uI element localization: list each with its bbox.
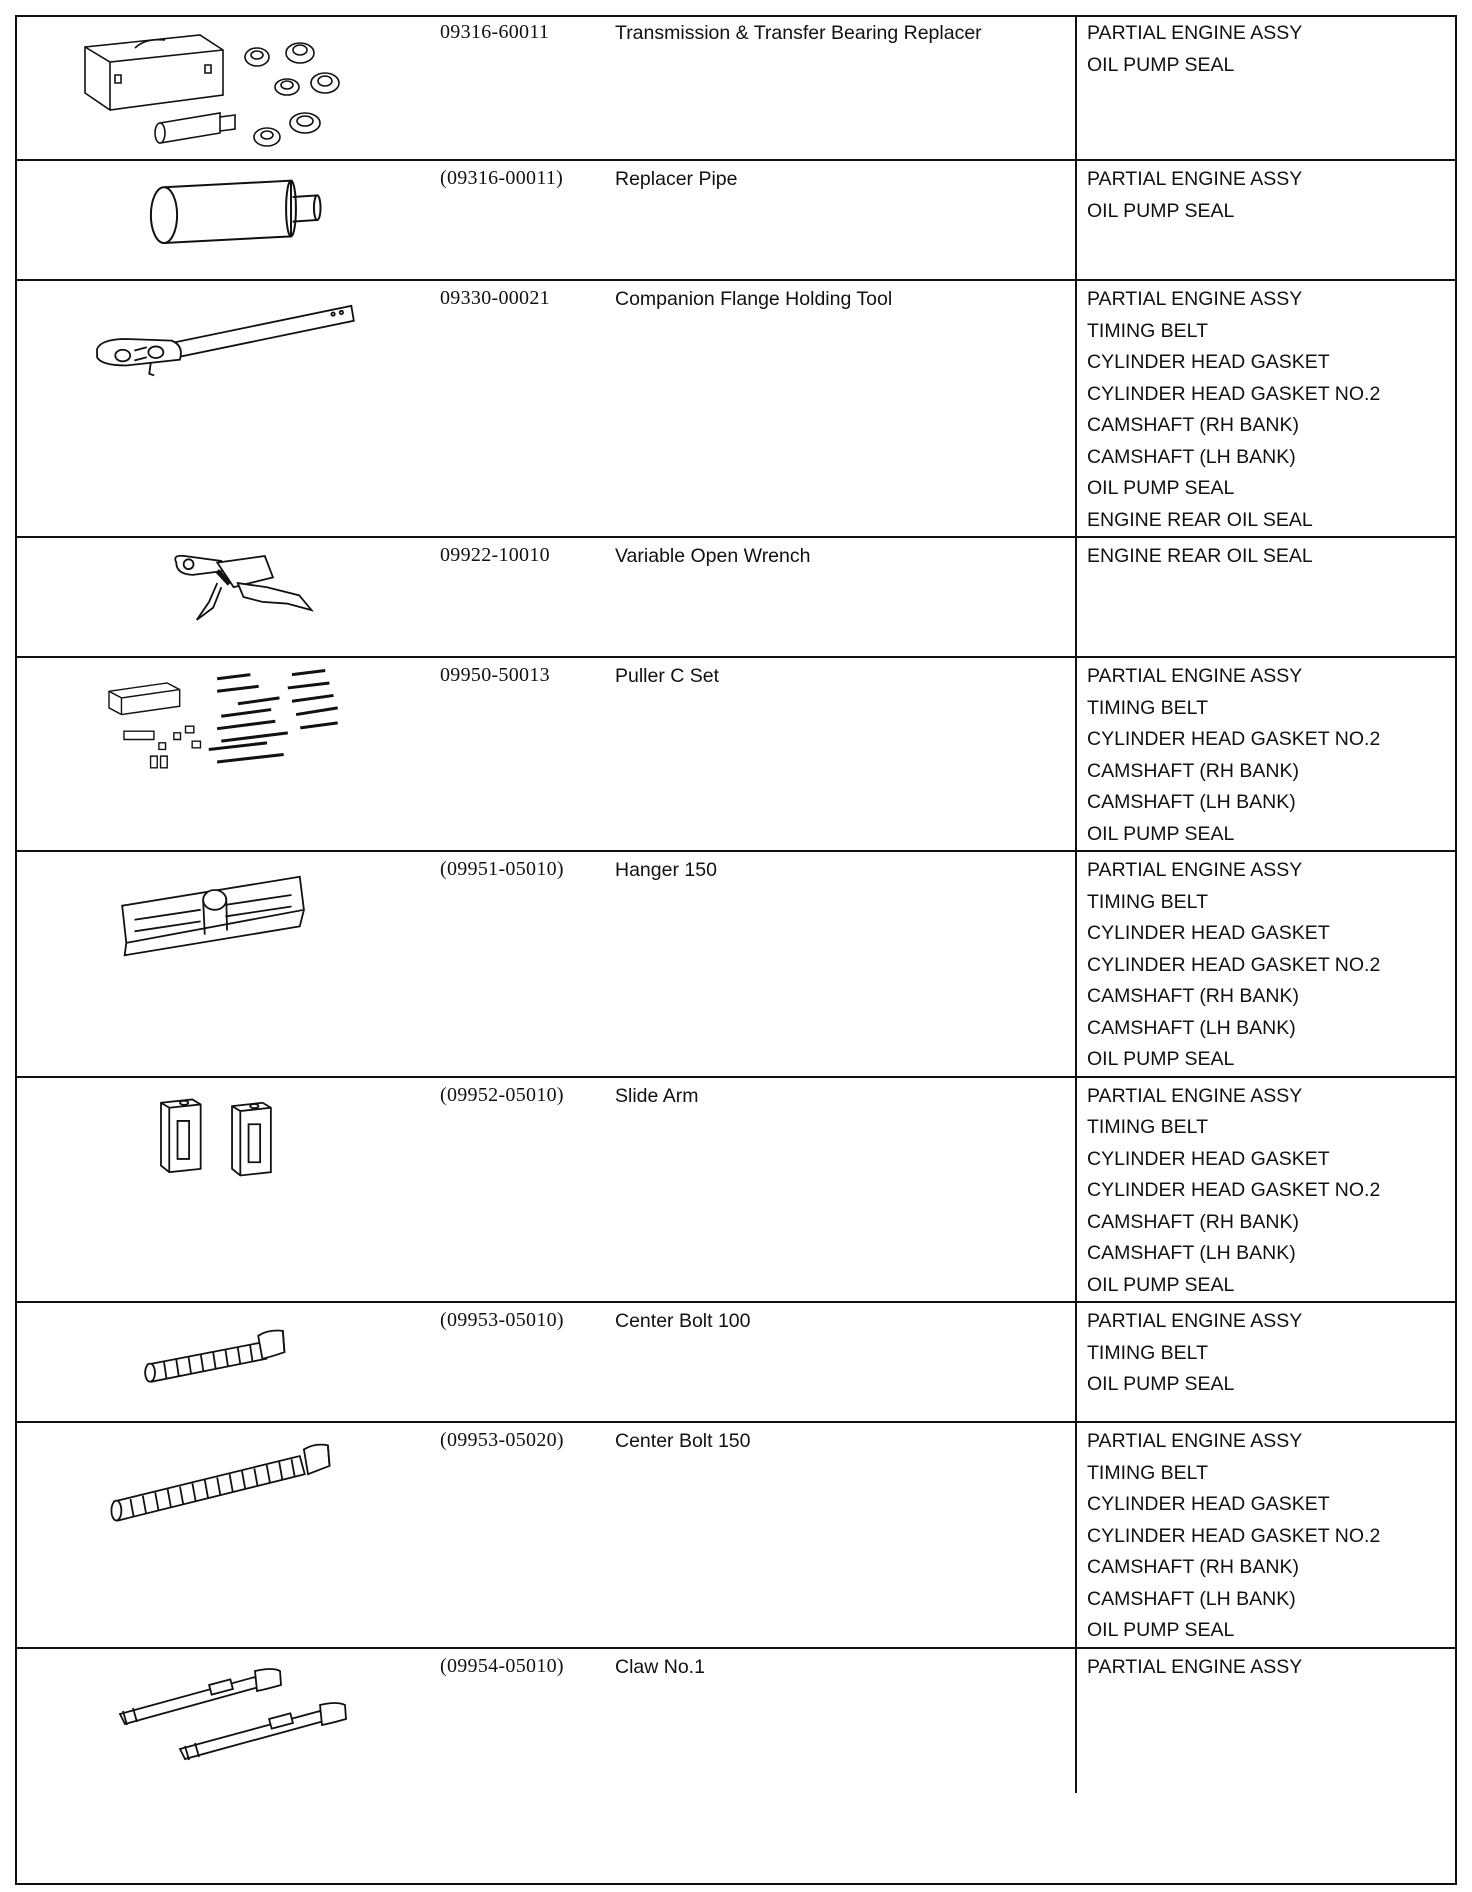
slide-arm-icon: [15, 1078, 440, 1268]
application-item: OIL PUMP SEAL: [1087, 477, 1235, 499]
application-list: [1076, 280, 1457, 537]
part-number: (09952-05010): [440, 1083, 564, 1106]
application-item: CAMSHAFT (RH BANK): [1087, 759, 1299, 782]
tool-name: Transmission & Transfer Bearing Replacer: [615, 22, 982, 44]
application-item: CYLINDER HEAD GASKET NO.2: [1087, 1524, 1381, 1547]
application-list: [1076, 851, 1457, 1077]
application-item: PARTIAL ENGINE ASSY: [1087, 22, 1303, 44]
tool-illustration-cell: [15, 537, 440, 657]
application-item: CYLINDER HEAD GASKET: [1087, 1147, 1330, 1170]
center-bolt-100-icon: [15, 1303, 440, 1421]
application-list: [1076, 1077, 1457, 1303]
application-item: PARTIAL ENGINE ASSY: [1087, 1430, 1303, 1452]
application-item: OIL PUMP SEAL: [1087, 1619, 1235, 1641]
table-row: [15, 280, 1457, 537]
application-item: CAMSHAFT (RH BANK): [1087, 1556, 1299, 1578]
application-item: PARTIAL ENGINE ASSY: [1087, 1310, 1303, 1332]
application-item: OIL PUMP SEAL: [1087, 1373, 1235, 1395]
claw-icon: [15, 1649, 440, 1793]
application-item: OIL PUMP SEAL: [1087, 53, 1235, 76]
application-list: [1076, 657, 1457, 851]
tool-name: Slide Arm: [615, 1084, 699, 1107]
part-number: (09953-05020): [440, 1429, 564, 1451]
table-row: [15, 1302, 1457, 1422]
table-row: [15, 657, 1457, 851]
application-item: CAMSHAFT (LH BANK): [1087, 445, 1296, 468]
application-item: PARTIAL ENGINE ASSY: [1087, 1655, 1303, 1678]
tool-name: Claw No.1: [615, 1655, 705, 1678]
application-item: CYLINDER HEAD GASKET NO.2: [1087, 1179, 1381, 1201]
part-number: (09951-05010): [440, 858, 564, 880]
application-list: [1076, 1422, 1457, 1648]
tool-name: Puller C Set: [615, 665, 720, 687]
application-item: CYLINDER HEAD GASKET: [1087, 922, 1330, 944]
part-number: 09316-60011: [440, 21, 550, 43]
application-item: TIMING BELT: [1087, 890, 1208, 913]
application-item: PARTIAL ENGINE ASSY: [1087, 665, 1303, 687]
part-number: 09330-00021: [440, 287, 550, 309]
sst-table: [15, 15, 1457, 1793]
application-item: CAMSHAFT (RH BANK): [1087, 985, 1299, 1007]
part-number: (09953-05010): [440, 1309, 564, 1331]
part-number: 09922-10010: [440, 544, 550, 566]
part-number: (09954-05010): [440, 1654, 564, 1677]
application-list: [1076, 537, 1457, 657]
application-item: OIL PUMP SEAL: [1087, 1273, 1235, 1296]
application-item: TIMING BELT: [1087, 1341, 1208, 1364]
application-list: [1076, 160, 1457, 280]
application-item: CAMSHAFT (LH BANK): [1087, 1242, 1296, 1264]
application-item: CAMSHAFT (RH BANK): [1087, 1210, 1299, 1233]
tool-name: Replacer Pipe: [615, 168, 738, 190]
application-item: CAMSHAFT (LH BANK): [1087, 1587, 1296, 1610]
tool-illustration-cell: [15, 1648, 440, 1793]
application-list: [1076, 15, 1457, 160]
application-item: CYLINDER HEAD GASKET NO.2: [1087, 728, 1381, 750]
center-bolt-150-icon: [15, 1423, 440, 1613]
tool-name: Hanger 150: [615, 859, 717, 881]
replacer-pipe-icon: [15, 161, 440, 279]
puller-c-set-icon: [15, 658, 440, 821]
application-item: TIMING BELT: [1087, 696, 1208, 719]
application-item: PARTIAL ENGINE ASSY: [1087, 859, 1303, 881]
application-item: ENGINE REAR OIL SEAL: [1087, 545, 1313, 567]
application-item: CYLINDER HEAD GASKET NO.2: [1087, 953, 1381, 976]
table-row: [15, 160, 1457, 280]
application-item: PARTIAL ENGINE ASSY: [1087, 1084, 1303, 1107]
tool-illustration-cell: [15, 15, 440, 160]
tool-illustration-cell: [15, 1302, 440, 1422]
part-number: (09316-00011): [440, 167, 564, 189]
application-item: CYLINDER HEAD GASKET: [1087, 1493, 1330, 1515]
application-item: OIL PUMP SEAL: [1087, 822, 1235, 845]
tool-illustration-cell: [15, 1077, 440, 1303]
application-item: PARTIAL ENGINE ASSY: [1087, 288, 1303, 310]
tool-illustration-cell: [15, 1422, 440, 1648]
part-number: 09950-50013: [440, 664, 550, 686]
tool-illustration-cell: [15, 851, 440, 1077]
tool-illustration-cell: [15, 280, 440, 537]
tool-illustration-cell: [15, 160, 440, 280]
table-row: [15, 1648, 1457, 1793]
tool-name: Companion Flange Holding Tool: [615, 288, 893, 310]
variable-open-wrench-icon: [15, 538, 440, 656]
table-row: [15, 15, 1457, 160]
application-item: CAMSHAFT (RH BANK): [1087, 414, 1299, 436]
tool-name: Variable Open Wrench: [615, 545, 811, 567]
table-row: [15, 851, 1457, 1077]
application-item: OIL PUMP SEAL: [1087, 199, 1235, 222]
application-item: CAMSHAFT (LH BANK): [1087, 1016, 1296, 1039]
application-item: OIL PUMP SEAL: [1087, 1048, 1235, 1070]
application-item: CYLINDER HEAD GASKET: [1087, 351, 1330, 373]
application-list: [1076, 1648, 1457, 1793]
application-item: TIMING BELT: [1087, 319, 1208, 342]
tool-name: Center Bolt 100: [615, 1310, 751, 1332]
application-list: [1076, 1302, 1457, 1422]
table-row: [15, 537, 1457, 657]
hanger-icon: [15, 852, 440, 1042]
application-item: CYLINDER HEAD GASKET NO.2: [1087, 382, 1381, 405]
tool-name: Center Bolt 150: [615, 1430, 751, 1452]
tool-illustration-cell: [15, 657, 440, 851]
application-item: PARTIAL ENGINE ASSY: [1087, 168, 1303, 190]
application-item: CAMSHAFT (LH BANK): [1087, 791, 1296, 813]
table-row: [15, 1422, 1457, 1648]
application-item: TIMING BELT: [1087, 1461, 1208, 1484]
application-item: TIMING BELT: [1087, 1116, 1208, 1138]
bearing-replacer-kit-icon: [15, 15, 440, 159]
table-row: [15, 1077, 1457, 1303]
flange-holding-tool-icon: [15, 281, 440, 498]
application-item: ENGINE REAR OIL SEAL: [1087, 508, 1313, 531]
